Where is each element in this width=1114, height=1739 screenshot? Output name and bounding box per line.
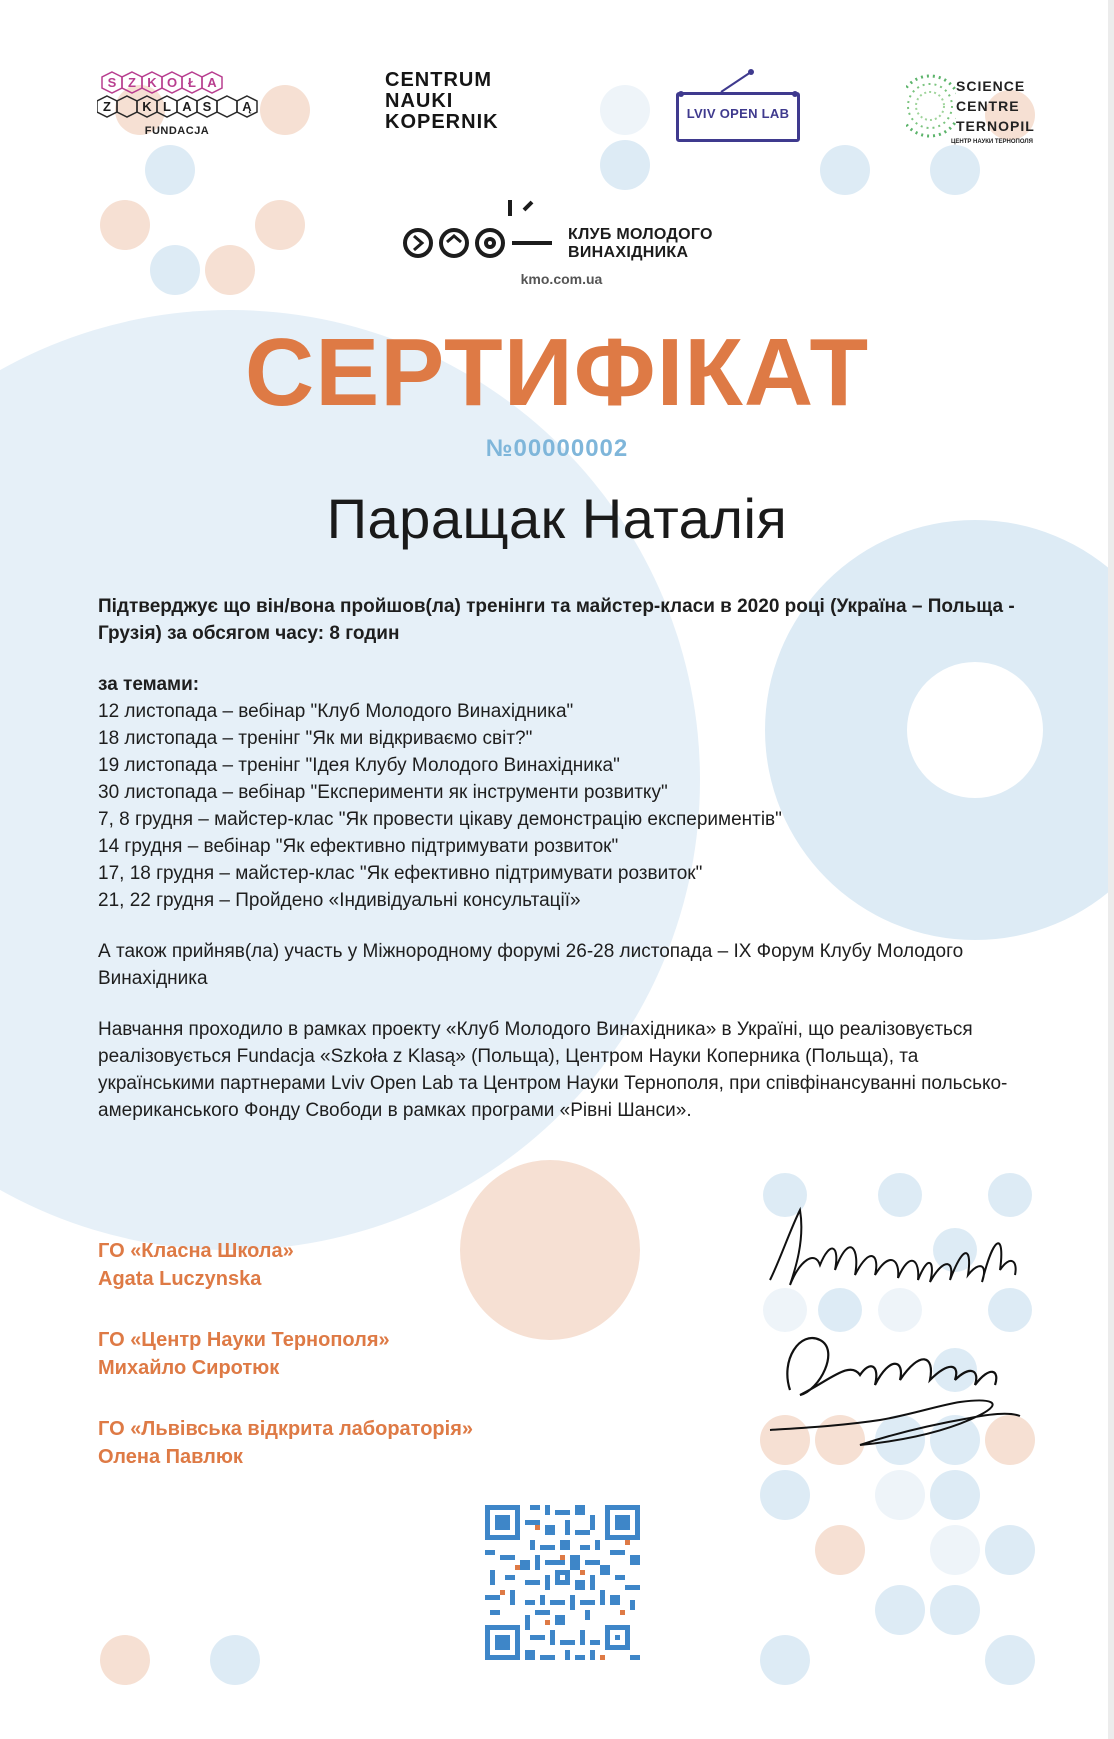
signature-3 bbox=[770, 1401, 1020, 1445]
handwritten-signatures bbox=[760, 1190, 1040, 1490]
logo-letter: Z bbox=[103, 99, 111, 114]
kmo-emblem-icon bbox=[400, 198, 560, 268]
ternopil-caption: ЦЕНТР НАУКИ ТЕРНОПОЛЯ bbox=[951, 139, 1033, 145]
lviv-logo-text: LVIV OPEN LAB bbox=[686, 106, 790, 121]
kmo-name-line: ВИНАХІДНИКА bbox=[568, 244, 689, 261]
topic-item: 7, 8 грудня – майстер-клас "Як провести цікаву демонстрацію експериментів" bbox=[98, 809, 782, 830]
topic-item: 14 грудня – вебінар "Як ефективно підтримувати розвиток" bbox=[98, 836, 619, 857]
topic-item: 19 листопада – тренінг "Ідея Клубу Молодого Винахідника" bbox=[98, 755, 620, 776]
centrum-nauki-kopernik-logo bbox=[385, 70, 499, 133]
page-edge bbox=[1108, 0, 1114, 1739]
logo-letter: Ł bbox=[188, 75, 196, 90]
szkola-caption: FUNDACJA bbox=[144, 125, 210, 137]
logo-letter: L bbox=[163, 99, 171, 114]
logo-letter: S bbox=[107, 75, 117, 90]
logo-letter: S bbox=[202, 99, 212, 114]
kmo-name-line: КЛУБ МОЛОДОГО bbox=[568, 226, 713, 243]
signer-org: ГО «Центр Науки Тернополя» bbox=[98, 1329, 390, 1351]
kopernik-line: NAUKI bbox=[385, 90, 454, 112]
logo-letter: K bbox=[142, 99, 152, 114]
szkola-z-klasa-logo bbox=[97, 70, 277, 150]
certificate-title: СЕРТИФІКАТ bbox=[244, 319, 870, 426]
signer-block bbox=[98, 1237, 618, 1293]
ternopil-line: CENTRE bbox=[956, 98, 1020, 114]
ternopil-line: TERNOPIL bbox=[956, 118, 1035, 134]
kmo-url: kmo.com.ua bbox=[520, 271, 603, 287]
logo-letter: A bbox=[207, 75, 217, 90]
dotted-sphere-icon bbox=[906, 70, 956, 150]
logo-letter: Z bbox=[128, 75, 136, 90]
forum-paragraph: А також прийняв(ла) участь у Міжнородному форумі 26-28 листопада – IX Форум Клубу Молодого Винахідника bbox=[98, 941, 964, 989]
logo-letter: O bbox=[166, 75, 178, 90]
logo-letter: Ą bbox=[242, 99, 252, 114]
certificate-number: №00000002 bbox=[485, 435, 629, 462]
kopernik-line: CENTRUM bbox=[385, 69, 492, 91]
signers-list bbox=[98, 1237, 618, 1504]
qr-code bbox=[480, 1500, 645, 1665]
topic-item: 21, 22 грудня – Пройдено «Індивідуальні консультації» bbox=[98, 890, 581, 911]
signer-name: Михайло Сиротюк bbox=[98, 1357, 280, 1379]
signer-name: Agata Luczynska bbox=[98, 1268, 262, 1290]
signer-block bbox=[98, 1326, 618, 1382]
certificate-body bbox=[98, 593, 1028, 1124]
logo-letter: A bbox=[182, 99, 192, 114]
project-paragraph: Навчання проходило в рамках проекту «Клуб Молодого Винахідника» в Україні, що реалізовується реалізовується Fundacja «Szkoła z Klasą» (Польща), Центром Науки Коперника (Польща), та українськими партнерами Lviv Open Lab та Центром Науки Тернополя, при співфінансуванні польсько-американського Фонду Свободи в рамках програми «Рівні Шанси». bbox=[98, 1019, 1008, 1121]
signer-block bbox=[98, 1415, 618, 1471]
confirmation-text: Підтверджує що він/вона пройшов(ла) тренінги та майстер-класи в 2020 році (Україна – Польща - Грузія) за обсягом часу: 8 годин bbox=[98, 596, 1015, 644]
logo-letter: K bbox=[147, 75, 157, 90]
topics-heading: за темами: bbox=[98, 674, 200, 695]
signature-1 bbox=[770, 1210, 1016, 1285]
signer-name: Олена Павлюк bbox=[98, 1446, 243, 1468]
lviv-open-lab-logo bbox=[676, 92, 800, 144]
kopernik-line: KOPERNIK bbox=[385, 111, 499, 133]
science-centre-ternopil-logo bbox=[906, 66, 1036, 156]
signature-2 bbox=[787, 1338, 996, 1395]
signer-org: ГО «Львівська відкрита лабораторія» bbox=[98, 1418, 473, 1440]
topic-item: 12 листопада – вебінар "Клуб Молодого Винахідника" bbox=[98, 701, 574, 722]
ternopil-line: SCIENCE bbox=[956, 78, 1026, 94]
topic-item: 18 листопада – тренінг "Як ми відкриваємо світ?" bbox=[98, 728, 533, 749]
recipient-name: Паращак Наталія bbox=[326, 487, 788, 550]
topic-item: 30 листопада – вебінар "Експерименти як інструменти розвитку" bbox=[98, 782, 668, 803]
topic-item: 17, 18 грудня – майстер-клас "Як ефективно підтримувати розвиток" bbox=[98, 863, 703, 884]
kmo-logo bbox=[400, 198, 740, 298]
signer-org: ГО «Класна Школа» bbox=[98, 1240, 294, 1262]
